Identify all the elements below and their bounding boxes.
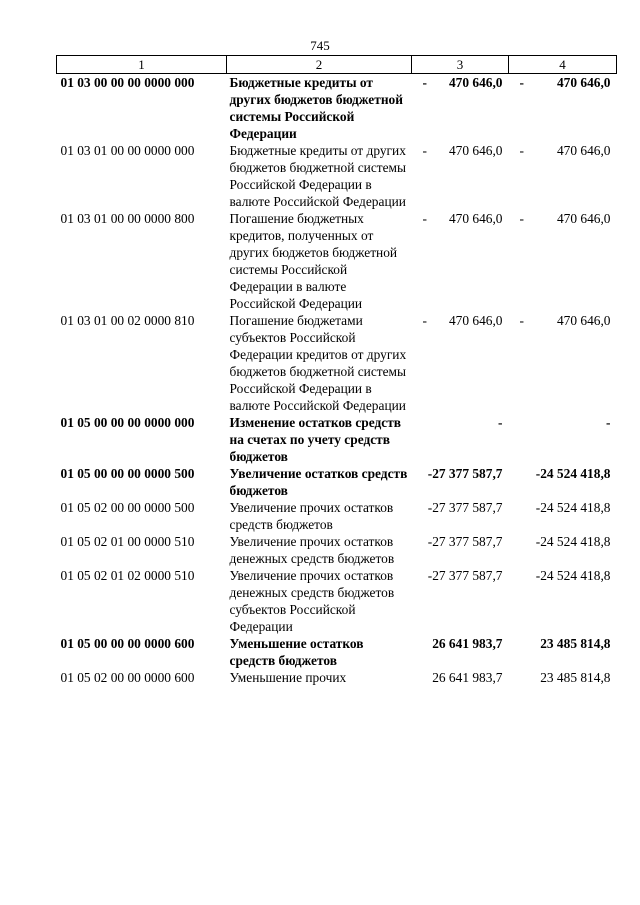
row-dash: - — [519, 75, 524, 90]
row-dash: - — [422, 75, 427, 90]
row-amount: -27 377 587,7 — [427, 534, 503, 549]
row-value-col4 — [509, 465, 617, 499]
row-amount: -27 377 587,7 — [427, 466, 503, 481]
row-value-col3 — [412, 312, 509, 414]
header-col-4: 4 — [509, 56, 617, 74]
row-amount: 470 646,0 — [556, 75, 611, 90]
row-name: Погашение бюджетами субъектов Российской Федерации кредитов от других бюджетов бюджетной системы Российской Федерации в валюте Российской Федерации — [229, 313, 407, 413]
row-code: 01 03 01 00 00 0000 800 — [60, 211, 195, 226]
row-amount: 23 485 814,8 — [540, 670, 611, 685]
table-row — [57, 312, 617, 414]
row-amount: -24 524 418,8 — [535, 500, 611, 515]
row-value-col3 — [412, 635, 509, 669]
table-body — [57, 74, 617, 687]
row-amount: 470 646,0 — [556, 143, 611, 158]
row-value-col3 — [412, 669, 509, 686]
table-row — [57, 567, 617, 635]
row-value-col3 — [412, 567, 509, 635]
row-name: Уменьшение остатков средств бюджетов — [229, 636, 364, 668]
row-dash: - — [519, 143, 524, 158]
header-col-1: 1 — [57, 56, 227, 74]
row-amount: -24 524 418,8 — [535, 534, 611, 549]
row-amount: 470 646,0 — [556, 211, 611, 226]
table-row — [57, 533, 617, 567]
row-dash: - — [422, 143, 427, 158]
row-value-col3 — [412, 465, 509, 499]
row-amount: 470 646,0 — [448, 313, 503, 328]
row-amount: 470 646,0 — [448, 211, 503, 226]
row-name: Бюджетные кредиты от других бюджетов бюджетной системы Российской Федерации — [229, 75, 403, 141]
row-amount: 470 646,0 — [448, 75, 503, 90]
table-row — [57, 414, 617, 465]
row-value-col3 — [412, 142, 509, 210]
row-amount: -27 377 587,7 — [427, 500, 503, 515]
row-code: 01 05 00 00 00 0000 500 — [60, 466, 195, 481]
header-col-3: 3 — [412, 56, 509, 74]
row-value-col4 — [509, 414, 617, 465]
row-amount: 26 641 983,7 — [432, 670, 503, 685]
table-row — [57, 669, 617, 686]
row-value-col3 — [412, 210, 509, 312]
row-value-col4 — [509, 567, 617, 635]
row-amount: -24 524 418,8 — [535, 568, 611, 583]
row-dash: - — [422, 211, 427, 226]
row-value-col3 — [412, 74, 509, 143]
row-amount: -24 524 418,8 — [535, 466, 611, 481]
row-value-col4 — [509, 74, 617, 143]
table-row — [57, 499, 617, 533]
table-row — [57, 210, 617, 312]
row-code: 01 05 02 00 00 0000 600 — [60, 670, 195, 685]
row-code: 01 03 00 00 00 0000 000 — [60, 75, 195, 90]
row-amount: -27 377 587,7 — [427, 568, 503, 583]
row-name: Увеличение прочих остатков денежных средств бюджетов субъектов Российской Федерации — [229, 568, 395, 634]
table-row — [57, 465, 617, 499]
row-name: Бюджетные кредиты от других бюджетов бюджетной системы Российской Федерации в валюте Российской Федерации — [229, 143, 407, 209]
row-value-col4 — [509, 669, 617, 686]
row-code: 01 05 02 01 02 0000 510 — [60, 568, 195, 583]
row-value-col4 — [509, 210, 617, 312]
row-dash: - — [519, 313, 524, 328]
row-value-col3 — [412, 533, 509, 567]
row-value-col4 — [509, 635, 617, 669]
row-code: 01 05 02 01 00 0000 510 — [60, 534, 195, 549]
row-value-col4 — [509, 533, 617, 567]
row-value-col4 — [509, 142, 617, 210]
row-amount: 470 646,0 — [556, 313, 611, 328]
row-name: Изменение остатков средств на счетах по учету средств бюджетов — [229, 415, 402, 464]
table-header — [57, 56, 617, 74]
row-dash: - — [422, 313, 427, 328]
row-amount: - — [606, 415, 611, 430]
table-row — [57, 142, 617, 210]
budget-sources-table — [56, 55, 617, 686]
row-name: Погашение бюджетных кредитов, полученных от других бюджетов бюджетной системы Российской Федерации в валюте Российской Федерации — [229, 211, 398, 311]
row-code: 01 05 00 00 00 0000 000 — [60, 415, 195, 430]
row-name: Увеличение прочих остатков денежных средств бюджетов — [229, 534, 395, 566]
row-amount: 470 646,0 — [448, 143, 503, 158]
row-value-col3 — [412, 414, 509, 465]
row-code: 01 05 02 00 00 0000 500 — [60, 500, 195, 515]
row-amount: 26 641 983,7 — [432, 636, 503, 651]
row-dash: - — [519, 211, 524, 226]
row-code: 01 05 00 00 00 0000 600 — [60, 636, 195, 651]
row-amount: - — [498, 415, 503, 430]
row-value-col4 — [509, 312, 617, 414]
row-name: Увеличение прочих остатков средств бюджетов — [229, 500, 394, 532]
row-value-col4 — [509, 499, 617, 533]
row-code: 01 03 01 00 00 0000 000 — [60, 143, 195, 158]
row-name: Увеличение остатков средств бюджетов — [229, 466, 408, 498]
table-row — [57, 635, 617, 669]
row-code: 01 03 01 00 02 0000 810 — [60, 313, 195, 328]
page-number: 745 — [310, 38, 330, 53]
row-value-col3 — [412, 499, 509, 533]
header-col-2: 2 — [227, 56, 412, 74]
row-name: Уменьшение прочих — [229, 670, 347, 685]
row-amount: 23 485 814,8 — [540, 636, 611, 651]
table-row — [57, 74, 617, 143]
